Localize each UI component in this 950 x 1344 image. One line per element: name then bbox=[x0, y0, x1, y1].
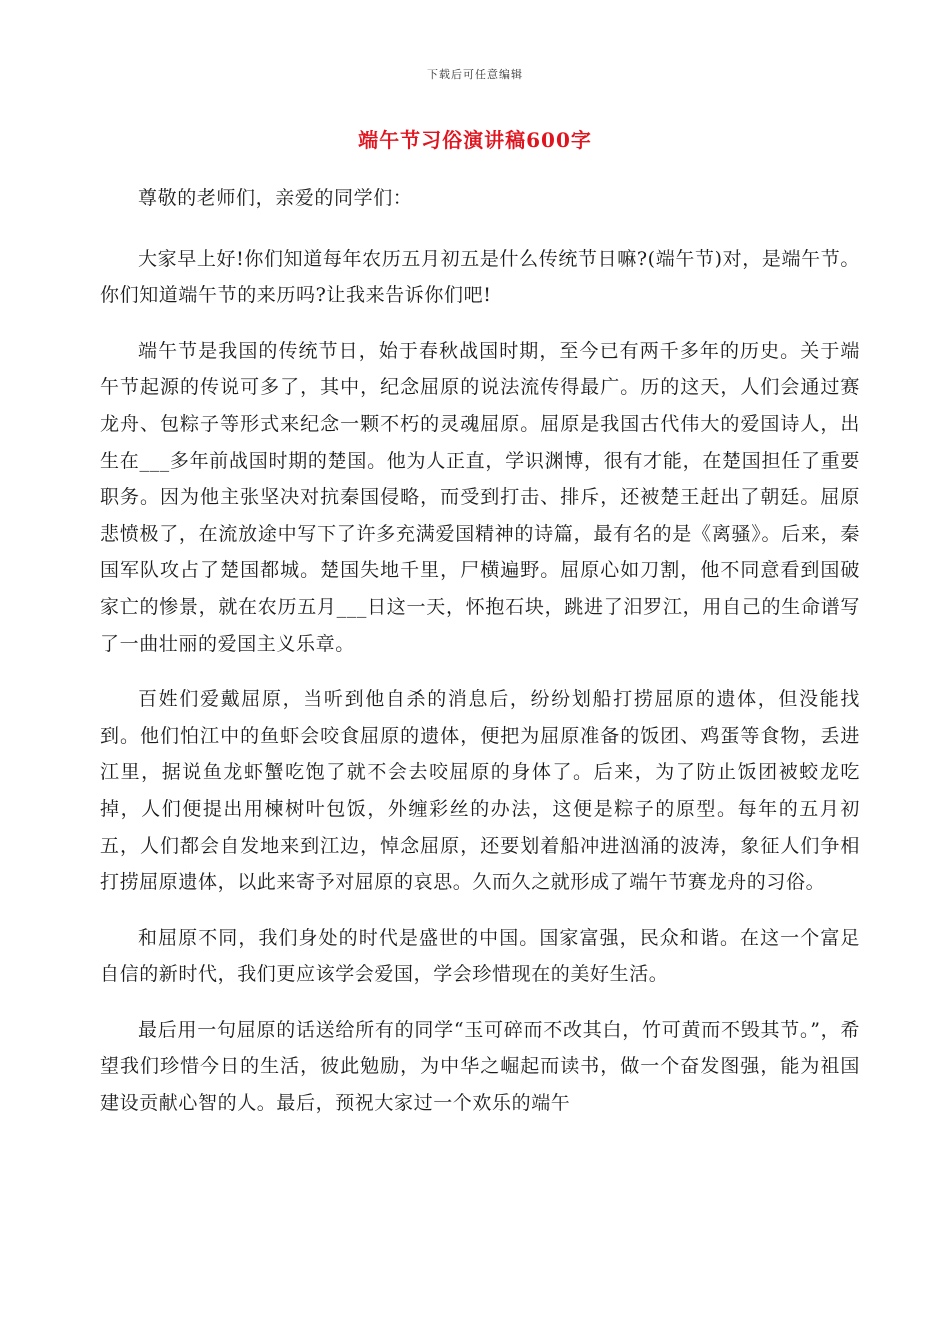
header-note: 下载后可任意编辑 bbox=[427, 68, 523, 81]
paragraph-3: 百姓们爱戴屈原，当听到他自杀的消息后，纷纷划船打捞屈原的遗体，但没能找到。他们怕江中的鱼虾会咬食屈原的遗体，便把为屈原准备的饭团、鸡蛋等食物，丢进江里，据说鱼龙虾蟹吃饱了就不会去咬屈原的身体了。后来，为了防止饭团被蛟龙吃掉，人们便提出用楝树叶包饭，外缠彩丝的办法，这便是粽子的原型。每年的五月初五，人们都会自发地来到江边，悼念屈原，还要划着船冲进汹涌的波涛，象征人们争相打捞屈原遗体，以此来寄予对屈原的哀思。久而久之就形成了端午节赛龙舟的习俗。 bbox=[100, 688, 860, 894]
paragraph-5: 最后用一句屈原的话送给所有的同学“玉可碎而不改其白，竹可黄而不毁其节。”，希望我们珍惜今日的生活，彼此勉励，为中华之崛起而读书，做一个奋发图强，能为祖国建设贡献心智的人。最后，预祝大家过一个欢乐的端午 bbox=[100, 1018, 860, 1115]
paragraph-1: 大家早上好!你们知道每年农历五月初五是什么传统节日嘛?(端午节)对，是端午节。你们知道端午节的来历吗?让我来告诉你们吧! bbox=[100, 247, 860, 307]
document-title: 端午节习俗演讲稿600字 bbox=[358, 128, 592, 152]
greeting-paragraph: 尊敬的老师们，亲爱的同学们： bbox=[138, 187, 413, 209]
paragraph-2: 端午节是我国的传统节日，始于春秋战国时期，至今已有两千多年的历史。关于端午节起源的传说可多了，其中，纪念屈原的说法流传得最广。历的这天，人们会通过赛龙舟、包粽子等形式来纪念一颗不朽的灵魂屈原。屈原是我国古代伟大的爱国诗人，出生在___多年前战国时期的楚国。他为人正直，学识渊博，很有才能，在楚国担任了重要职务。因为他主张坚决对抗秦国侵略，而受到打击、排斥，还被楚王赶出了朝廷。屈原悲愤极了，在流放途中写下了许多充满爱国精神的诗篇，最有名的是《离骚》。后来，秦国军队攻占了楚国都城。楚国失地千里，尸横遍野。屈原心如刀割，他不同意看到国破家亡的惨景，就在农历五月___日这一天，怀抱石块，跳进了汨罗江，用自己的生命谱写了一曲壮丽的爱国主义乐章。 bbox=[100, 339, 860, 655]
paragraph-4: 和屈原不同，我们身处的时代是盛世的中国。国家富强，民众和谐。在这一个富足自信的新时代，我们更应该学会爱国，学会珍惜现在的美好生活。 bbox=[100, 926, 860, 986]
document-body bbox=[100, 180, 860, 1141]
